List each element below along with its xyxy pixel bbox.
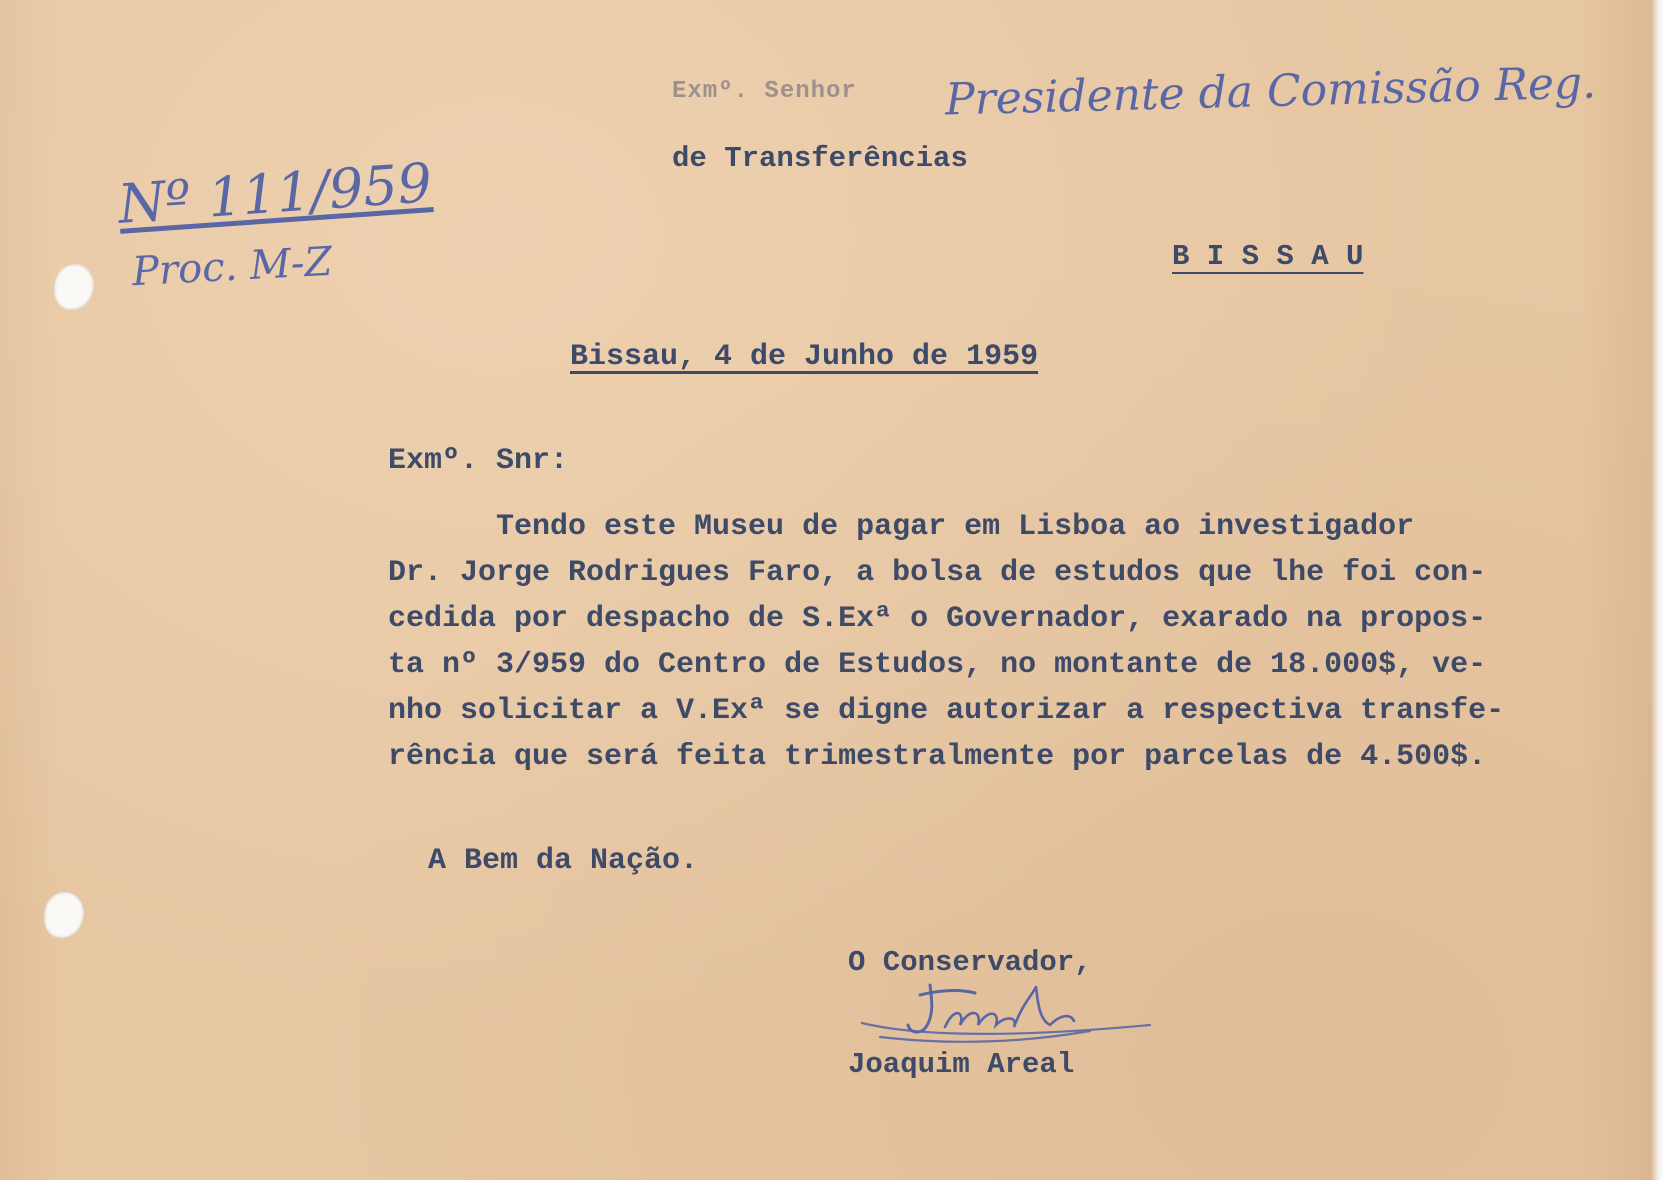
recipient-line-2: de Transferências [672, 142, 968, 175]
punch-hole-bottom [44, 892, 84, 938]
body-line: cedida por despacho de S.Exª o Governador, exarado na propos- [388, 602, 1487, 636]
body-line: Tendo este Museu de pagar em Lisboa ao investigador [388, 510, 1415, 544]
punch-hole-top [54, 264, 94, 310]
reference-number: Nº 111/959 [116, 151, 434, 236]
signature-image [860, 975, 1160, 1055]
paper-edge [1650, 0, 1664, 1180]
recipient-typed-faded: Exmº. Senhor [672, 78, 857, 105]
recipient-city: B I S S A U [1172, 240, 1364, 273]
body-line: nho solicitar a V.Exª se digne autorizar a respectiva transfe- [388, 694, 1505, 728]
signatory-title: O Conservador, [848, 946, 1092, 979]
salutation: Exmº. Snr: [388, 444, 569, 478]
body-line: ta nº 3/959 do Centro de Estudos, no montante de 18.000$, ve- [388, 648, 1487, 682]
date-line: Bissau, 4 de Junho de 1959 [570, 340, 1039, 374]
reference-process: Proc. M-Z [130, 238, 334, 296]
body-line: rência que será feita trimestralmente por parcelas de 4.500$. [388, 740, 1487, 774]
closing: A Bem da Nação. [428, 844, 699, 878]
recipient-handwritten: Presidente da Comissão Reg. [944, 57, 1597, 126]
signatory-name: Joaquim Areal [848, 1048, 1075, 1081]
body-line: Dr. Jorge Rodrigues Faro, a bolsa de estudos que lhe foi con- [388, 556, 1487, 590]
